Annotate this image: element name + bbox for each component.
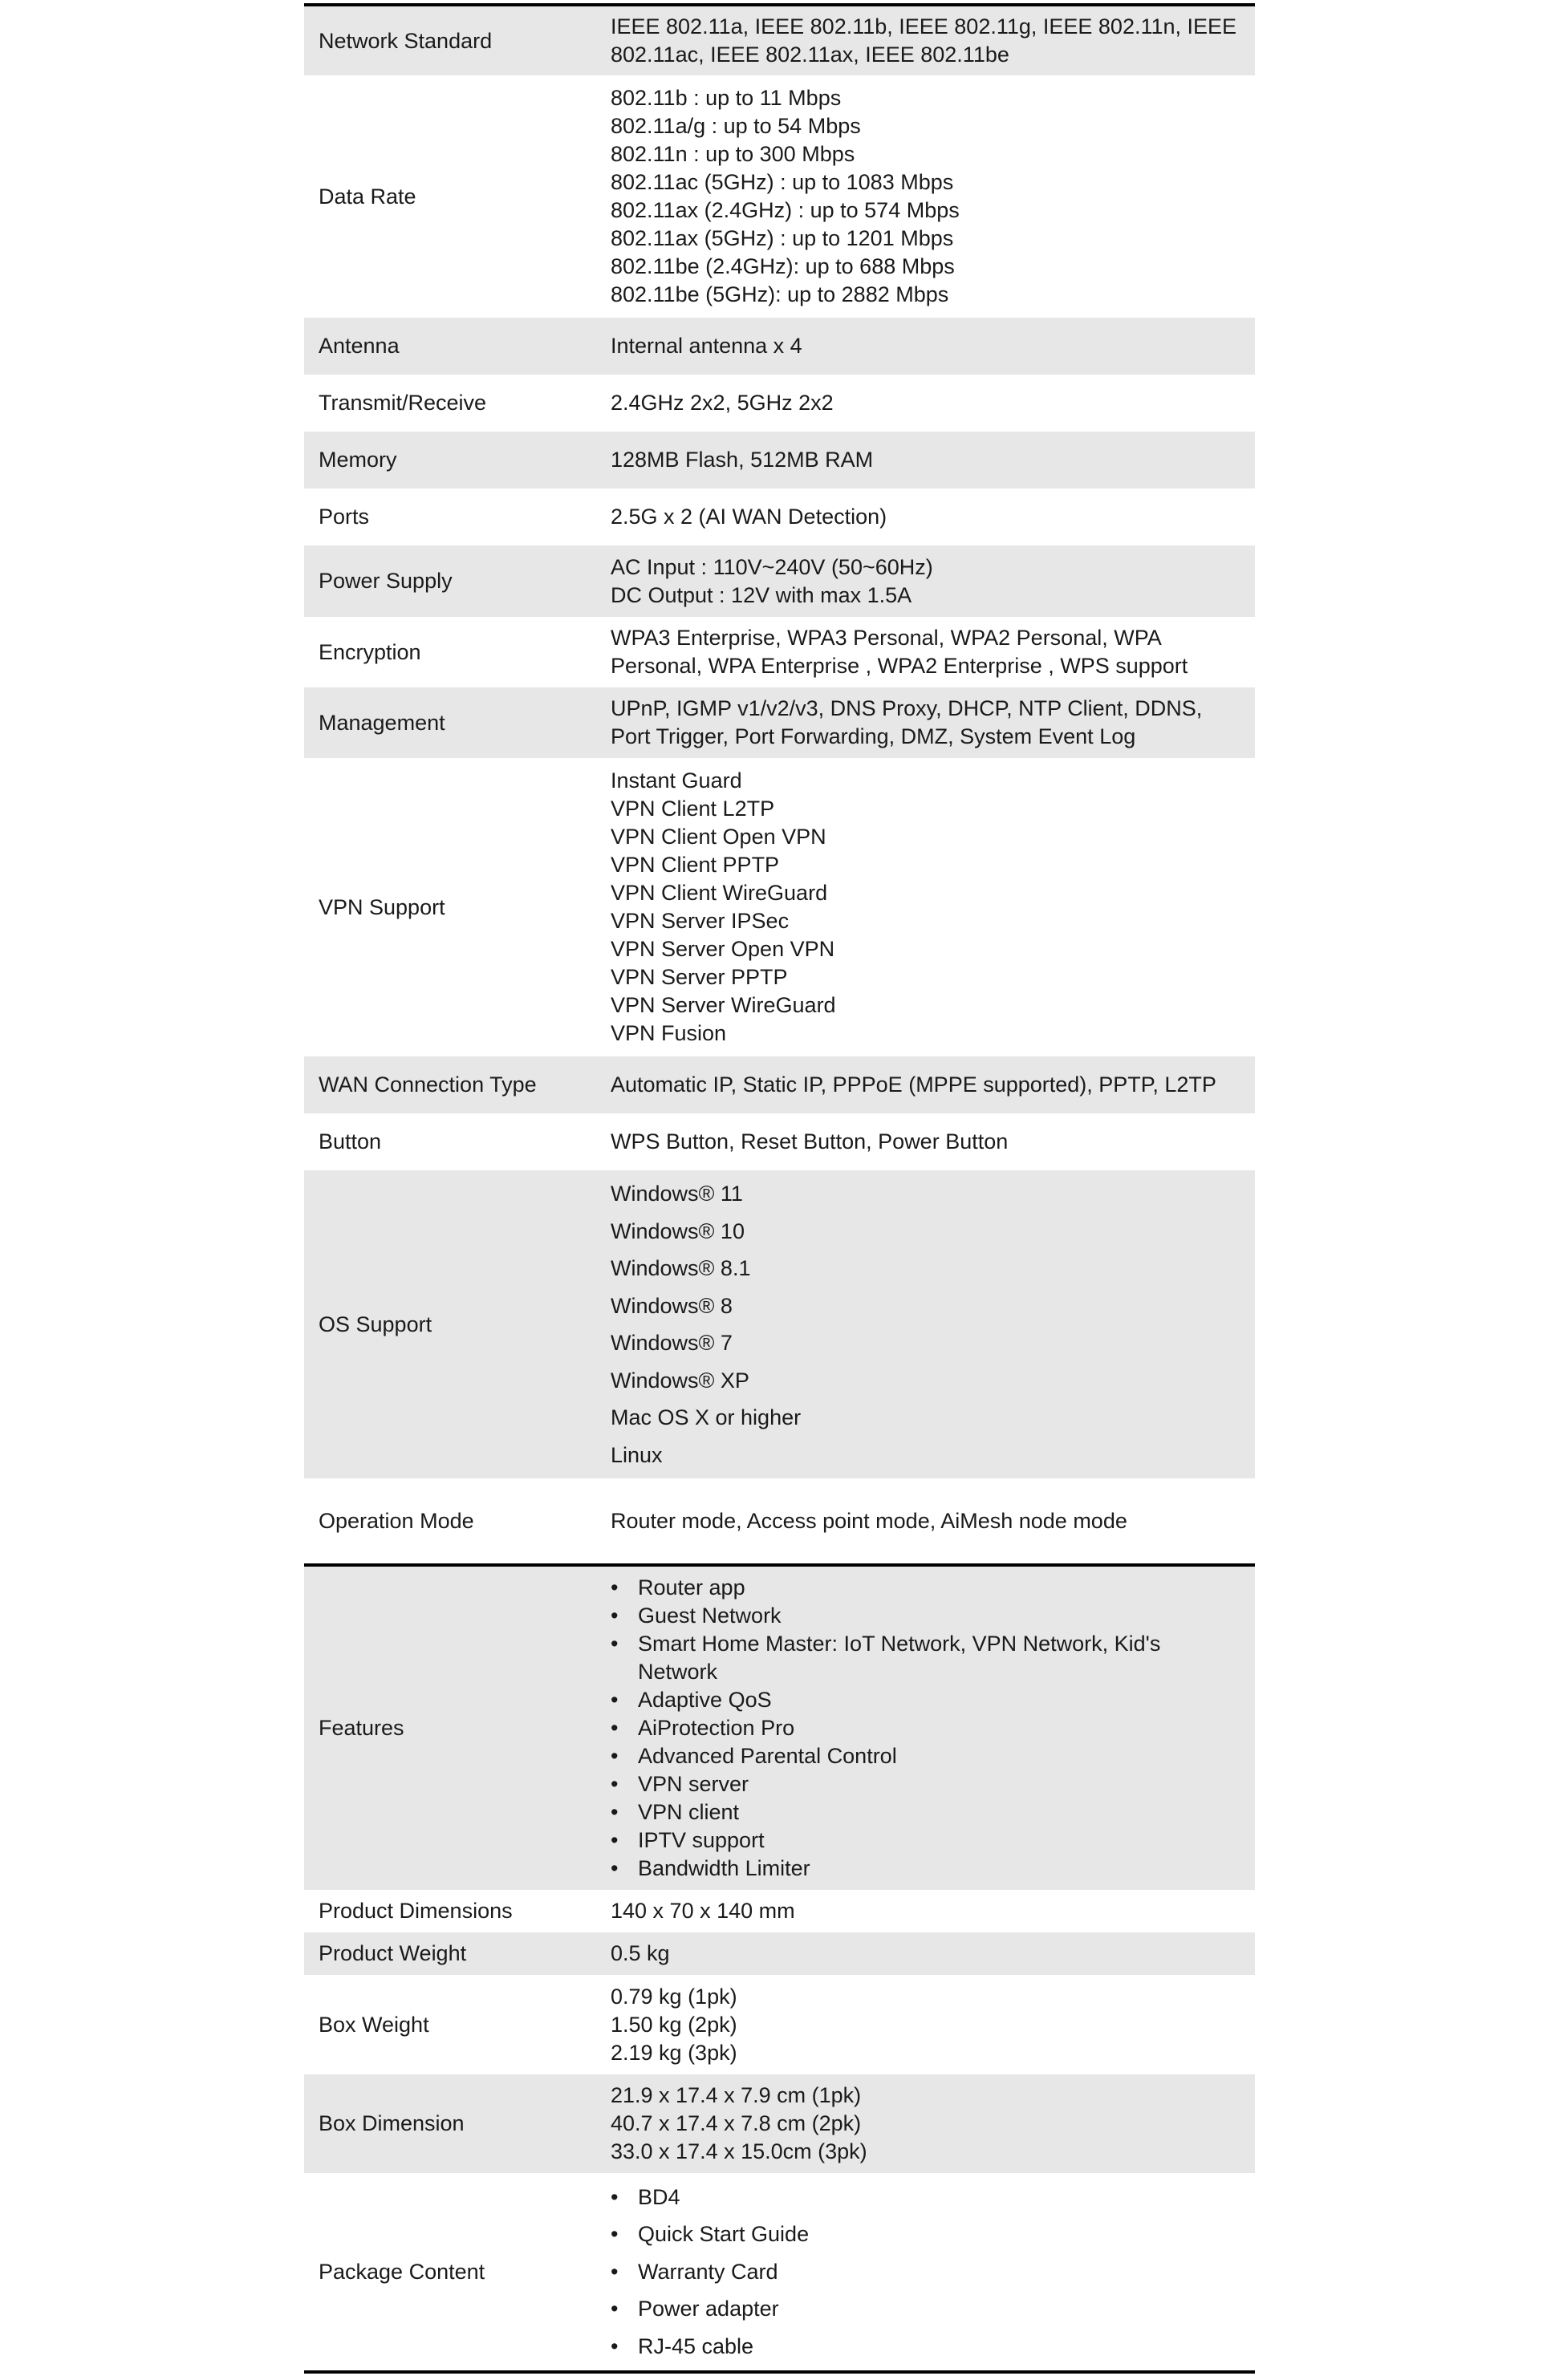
spec-value: 128MB Flash, 512MB RAM (611, 448, 874, 472)
spec-label: Ports (319, 505, 370, 529)
spec-value: 2.4GHz 2x2, 5GHz 2x2 (611, 391, 834, 415)
value-line: VPN Server Open VPN (611, 937, 835, 961)
spec-row-management (304, 687, 1255, 758)
list-item: • AiProtection Pro (611, 1714, 1239, 1742)
value-line: 21.9 x 17.4 x 7.9 cm (1pk) (611, 2083, 862, 2107)
value-line: 1.50 kg (2pk) (611, 2012, 737, 2037)
value-line: Instant Guard (611, 768, 742, 793)
spec-value (611, 1175, 1255, 1474)
spec-label: Box Dimension (319, 2111, 465, 2135)
spec-label: Power Supply (319, 569, 453, 593)
list-item: • Quick Start Guide (611, 2216, 1239, 2253)
spec-value: WPA3 Enterprise, WPA3 Personal, WPA2 Personal, WPA Personal, WPA Enterprise , WPA2 Enterprise , WPS support (611, 626, 1188, 678)
list-item: • Router app (611, 1574, 1239, 1602)
spec-value: Automatic IP, Static IP, PPPoE (MPPE supported), PPTP, L2TP (611, 1072, 1216, 1097)
spec-row-features (304, 1567, 1255, 1890)
spec-row-button (304, 1113, 1255, 1170)
value-line: 802.11ax (2.4GHz) : up to 574 Mbps (611, 198, 960, 222)
spec-row-vpn-support (304, 758, 1255, 1056)
spec-label: WAN Connection Type (319, 1072, 537, 1097)
value-line: Windows® 10 (611, 1218, 745, 1243)
value-line: 802.11be (5GHz): up to 2882 Mbps (611, 282, 949, 306)
list-item: • Advanced Parental Control (611, 1742, 1239, 1770)
spec-row-power-supply (304, 545, 1255, 617)
spec-row-package-content (304, 2173, 1255, 2370)
spec-label: Features (319, 1716, 404, 1740)
spec-label: Product Dimensions (319, 1899, 513, 1923)
value-line: Windows® 8.1 (611, 1256, 751, 1280)
value-line: Windows® XP (611, 1368, 749, 1393)
value-line: VPN Server IPSec (611, 909, 790, 933)
spec-label: Product Weight (319, 1941, 467, 1965)
value-line: 40.7 x 17.4 x 7.8 cm (2pk) (611, 2111, 862, 2135)
spec-row-os-support (304, 1170, 1255, 1478)
list-item: • VPN server (611, 1770, 1239, 1798)
spec-label: VPN Support (319, 894, 445, 919)
spec-row-product-weight (304, 1932, 1255, 1975)
value-line: 802.11b : up to 11 Mbps (611, 86, 842, 110)
value-line: 802.11be (2.4GHz): up to 688 Mbps (611, 254, 955, 278)
value-line: Linux (611, 1442, 663, 1467)
value-line: Windows® 8 (611, 1293, 733, 1318)
spec-label: Transmit/Receive (319, 391, 487, 415)
spec-value: IEEE 802.11a, IEEE 802.11b, IEEE 802.11g, IEEE 802.11n, IEEE 802.11ac, IEEE 802.11ax, IEEE 802.11be (611, 14, 1237, 67)
list-item: • Bandwidth Limiter (611, 1855, 1239, 1883)
spec-label: Management (319, 710, 445, 735)
spec-row-transmit-receive (304, 375, 1255, 432)
spec-value: 0.5 kg (611, 1941, 670, 1965)
value-line: AC Input : 110V~240V (50~60Hz) (611, 554, 933, 579)
value-line: 2.19 kg (3pk) (611, 2040, 737, 2065)
spec-label: Box Weight (319, 2012, 429, 2037)
spec-value: Router mode, Access point mode, AiMesh node mode (611, 1508, 1127, 1533)
value-line: Mac OS X or higher (611, 1405, 802, 1429)
spec-table (304, 3, 1255, 2374)
value-line: VPN Server WireGuard (611, 993, 836, 1017)
spec-label: Data Rate (319, 184, 416, 209)
spec-label: Operation Mode (319, 1508, 474, 1533)
list-item: • VPN client (611, 1798, 1239, 1827)
spec-row-box-dimension (304, 2074, 1255, 2173)
spec-value: WPS Button, Reset Button, Power Button (611, 1129, 1009, 1154)
spec-value: UPnP, IGMP v1/v2/v3, DNS Proxy, DHCP, NTP Client, DDNS, Port Trigger, Port Forwarding, DMZ, System Event Log (611, 696, 1203, 748)
list-item: • RJ-45 cable (611, 2328, 1239, 2366)
value-line: 0.79 kg (1pk) (611, 1984, 737, 2009)
spec-row-antenna (304, 318, 1255, 375)
list-item: • Guest Network (611, 1602, 1239, 1630)
spec-value (611, 2082, 1255, 2166)
spec-label: Button (319, 1129, 382, 1154)
spec-label: Package Content (319, 2259, 485, 2284)
list-item: • IPTV support (611, 1827, 1239, 1855)
spec-label: OS Support (319, 1312, 432, 1336)
spec-row-encryption (304, 617, 1255, 687)
spec-label: Memory (319, 448, 397, 472)
value-line: VPN Client L2TP (611, 797, 775, 821)
value-line: 802.11n : up to 300 Mbps (611, 142, 855, 166)
value-line: VPN Client Open VPN (611, 825, 826, 849)
spec-label: Encryption (319, 639, 421, 664)
spec-value: Internal antenna x 4 (611, 334, 802, 358)
spec-value (611, 84, 1255, 309)
list-item: • Warranty Card (611, 2253, 1239, 2291)
spec-label: Antenna (319, 334, 400, 358)
spec-row-wan-connection-type (304, 1056, 1255, 1113)
value-line: VPN Server PPTP (611, 965, 788, 989)
spec-value: 140 x 70 x 140 mm (611, 1899, 795, 1923)
value-line: 33.0 x 17.4 x 15.0cm (3pk) (611, 2139, 867, 2163)
value-line: 802.11a/g : up to 54 Mbps (611, 114, 861, 138)
list-item: • BD4 (611, 2179, 1239, 2216)
value-line: VPN Fusion (611, 1021, 727, 1045)
spec-value (611, 1574, 1255, 1883)
list-item: • Power adapter (611, 2290, 1239, 2328)
spec-label: Network Standard (319, 28, 493, 53)
spec-row-ports (304, 489, 1255, 545)
value-line: 802.11ax (5GHz) : up to 1201 Mbps (611, 226, 954, 250)
spec-value (611, 1983, 1255, 2067)
value-line: Windows® 11 (611, 1182, 743, 1206)
spec-row-data-rate (304, 75, 1255, 318)
features-list (611, 1574, 1239, 1883)
spec-row-box-weight (304, 1975, 1255, 2074)
spec-row-memory (304, 432, 1255, 489)
package-list (611, 2179, 1239, 2366)
spec-row-network-standard (304, 6, 1255, 75)
value-line: 802.11ac (5GHz) : up to 1083 Mbps (611, 170, 954, 194)
value-line: VPN Client WireGuard (611, 881, 828, 905)
value-line: DC Output : 12V with max 1.5A (611, 582, 912, 607)
spec-value (611, 767, 1255, 1048)
spec-row-operation-mode (304, 1478, 1255, 1567)
spec-value (611, 2179, 1255, 2366)
list-item: • Adaptive QoS (611, 1686, 1239, 1714)
spec-value: 2.5G x 2 (AI WAN Detection) (611, 505, 887, 529)
value-line: VPN Client PPTP (611, 853, 780, 877)
spec-value (611, 553, 1255, 610)
list-item: • Smart Home Master: IoT Network, VPN Network, Kid's Network (611, 1630, 1239, 1686)
value-line: Windows® 7 (611, 1331, 733, 1355)
spec-row-product-dimensions (304, 1890, 1255, 1932)
